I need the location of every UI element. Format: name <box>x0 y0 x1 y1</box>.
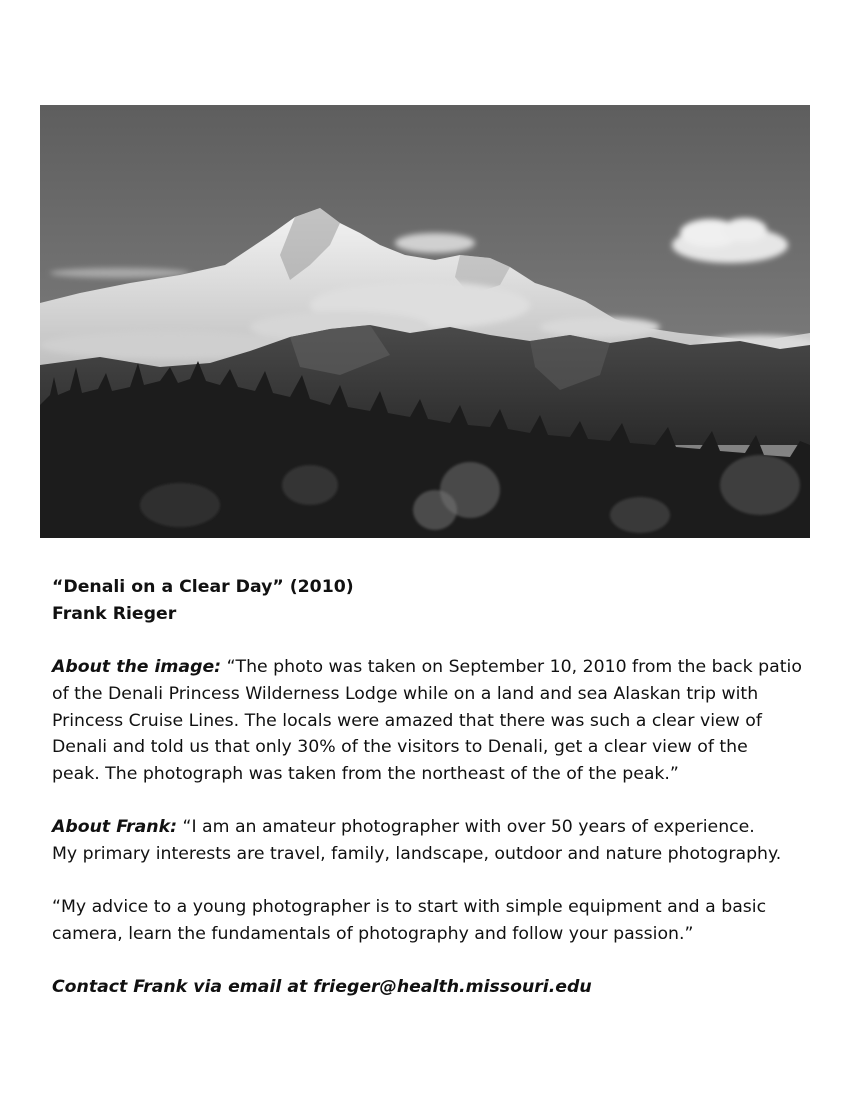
photographer-name: Frank Rieger <box>52 603 177 624</box>
advice-line: “My advice to a young photographer is to start with simple equipment and a basic <box>52 897 767 918</box>
about-image-line: peak. The photograph was taken from the northeast of the of the peak.” <box>52 763 679 784</box>
about-image-paragraph <box>52 654 822 788</box>
about-frank-paragraph <box>52 814 822 867</box>
about-image-label: About the image: <box>52 657 222 678</box>
about-frank-line: My primary interests are travel, family, landscape, outdoor and nature photography. <box>52 844 782 864</box>
about-image-line: Denali and told us that only 30% of the visitors to Denali, get a clear view of the <box>52 737 748 758</box>
about-frank-line: “I am an amateur photographer with over 50 years of experience. <box>182 817 755 838</box>
about-frank-label: About Frank: <box>52 817 177 838</box>
advice-line: camera, learn the fundamentals of photography and follow your passion.” <box>52 924 694 945</box>
contact-line: Contact Frank via email at frieger@health.missouri.edu <box>52 977 592 998</box>
caption-block <box>52 574 822 1001</box>
about-image-line: Princess Cruise Lines. The locals were amazed that there was such a clear view of <box>52 710 762 731</box>
about-image-line: “The photo was taken on September 10, 2010 from the back patio <box>226 657 802 678</box>
about-image-line: of the Denali Princess Wilderness Lodge while on a land and sea Alaskan trip with <box>52 683 759 704</box>
denali-photograph <box>40 105 810 538</box>
photo-title: “Denali on a Clear Day” (2010) <box>52 577 354 597</box>
advice-paragraph <box>52 894 822 947</box>
